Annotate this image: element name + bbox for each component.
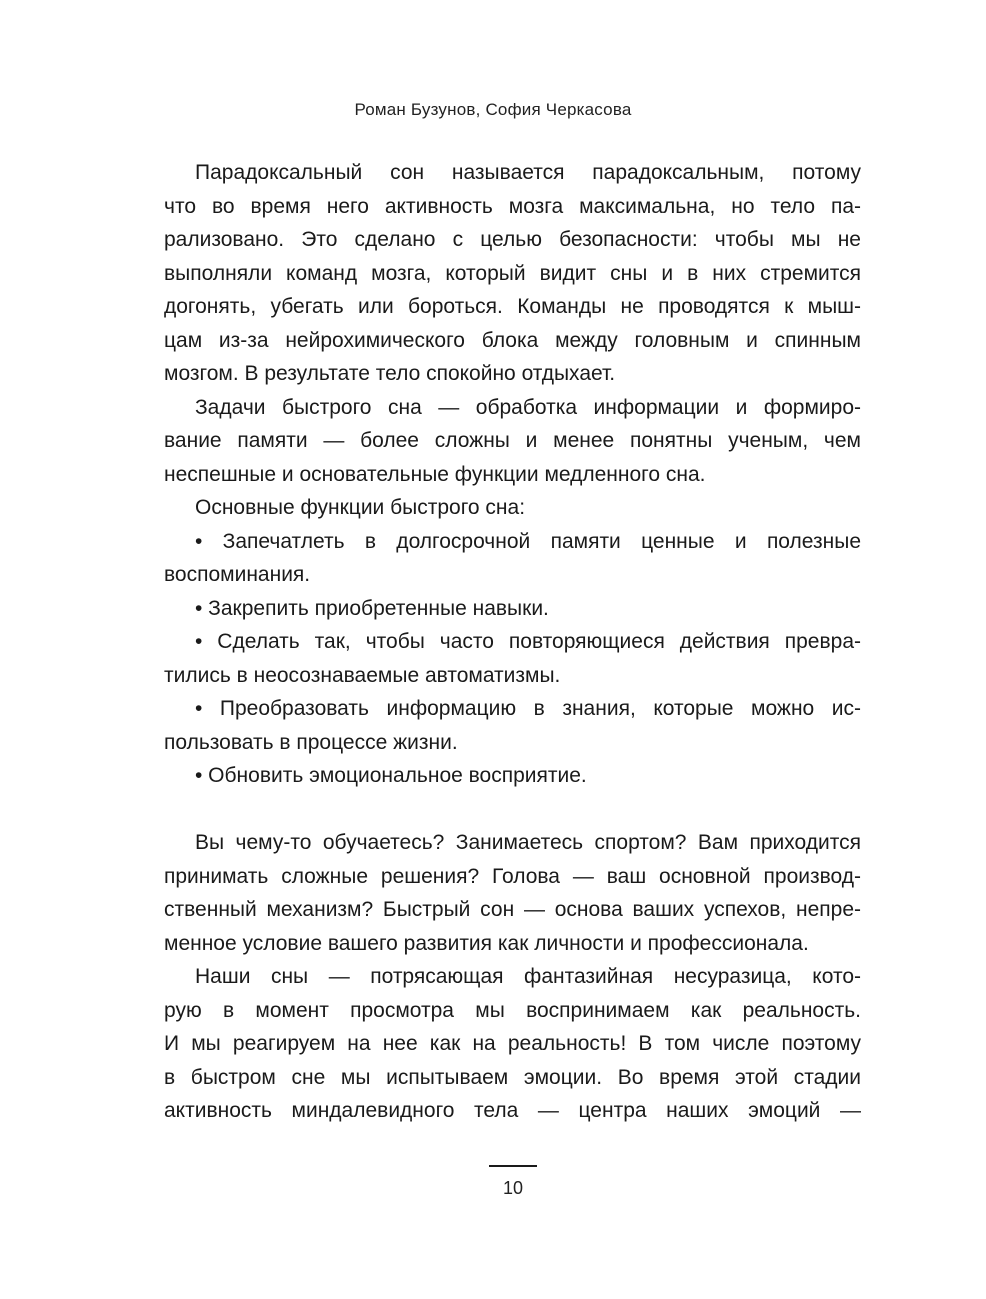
text-line: активность миндалевидного тела — центра наших эмоций — (164, 1099, 861, 1122)
text-line: цам из-за нейрохимического блока между головным и спинным (164, 328, 861, 352)
text-line: Основные функции быстрого сна: (195, 496, 526, 519)
text-line: • Сделать так, чтобы часто повторяющиеся действия превра- (195, 630, 861, 653)
text-line: рализовано. Это сделано с целью безопасности: чтобы мы не (164, 228, 861, 251)
text-line: что во время него активность мозга максимальна, но тело па- (164, 194, 861, 218)
paragraph-5 (164, 960, 861, 1128)
bullet-item-5 (164, 759, 861, 793)
page-body (164, 156, 861, 1128)
bullet-item-2 (164, 592, 861, 626)
running-header: Роман Бузунов, София Черкасова (354, 100, 632, 119)
text-line: Задачи быстрого сна — обработка информации и формиро- (195, 395, 861, 419)
text-line: в быстром сне мы испытываем эмоции. Во время этой стадии (164, 1065, 861, 1089)
text-line: • Обновить эмоциональное восприятие. (195, 764, 587, 787)
text-line: догонять, убегать или бороться. Команды не проводятся к мыш- (164, 295, 861, 318)
paragraph-3 (164, 491, 861, 525)
text-line: вание памяти — более сложны и менее понятны ученым, чем (164, 429, 861, 452)
text-line: • Запечатлеть в долгосрочной памяти ценные и полезные (195, 529, 861, 553)
text-line: мозгом. В результате тело спокойно отдыхает. (164, 362, 616, 385)
bullet-item-3 (164, 625, 861, 692)
text-line: выполняли команд мозга, который видит сны и в них стремится (164, 261, 861, 285)
text-line: неспешные и основательные функции медленного сна. (164, 462, 706, 486)
text-line: пользовать в процессе жизни. (164, 730, 458, 754)
text-line: • Закрепить приобретенные навыки. (195, 596, 549, 620)
paragraph-2 (164, 391, 861, 492)
text-line: ственный механизм? Быстрый сон — основа ваших успехов, непре- (164, 898, 861, 921)
text-line: И мы реагируем на нее как на реальность! В том числе поэтому (164, 1032, 861, 1055)
bullet-item-4 (164, 692, 861, 759)
section-gap (164, 793, 861, 827)
text-line: воспоминания. (164, 563, 311, 586)
text-line: Вы чему-то обучаетесь? Занимаетесь спортом? Вам приходится (195, 831, 861, 854)
text-line: Наши сны — потрясающая фантазийная несуразица, кото- (195, 965, 861, 988)
text-line: менное условие вашего развития как личности и профессионала. (164, 931, 809, 955)
page-number: 10 (502, 1178, 524, 1198)
text-line: Парадоксальный сон называется парадоксальным, потому (195, 161, 861, 184)
text-line: • Преобразовать информацию в знания, которые можно ис- (195, 697, 861, 720)
text-line: рую в момент просмотра мы воспринимаем как реальность. (164, 998, 861, 1022)
footer-divider (489, 1165, 537, 1167)
text-line: тились в неосознаваемые автоматизмы. (164, 663, 561, 687)
text-line: принимать сложные решения? Голова — ваш основной производ- (164, 864, 861, 888)
paragraph-4 (164, 826, 861, 960)
paragraph-1 (164, 156, 861, 391)
bullet-item-1 (164, 525, 861, 592)
